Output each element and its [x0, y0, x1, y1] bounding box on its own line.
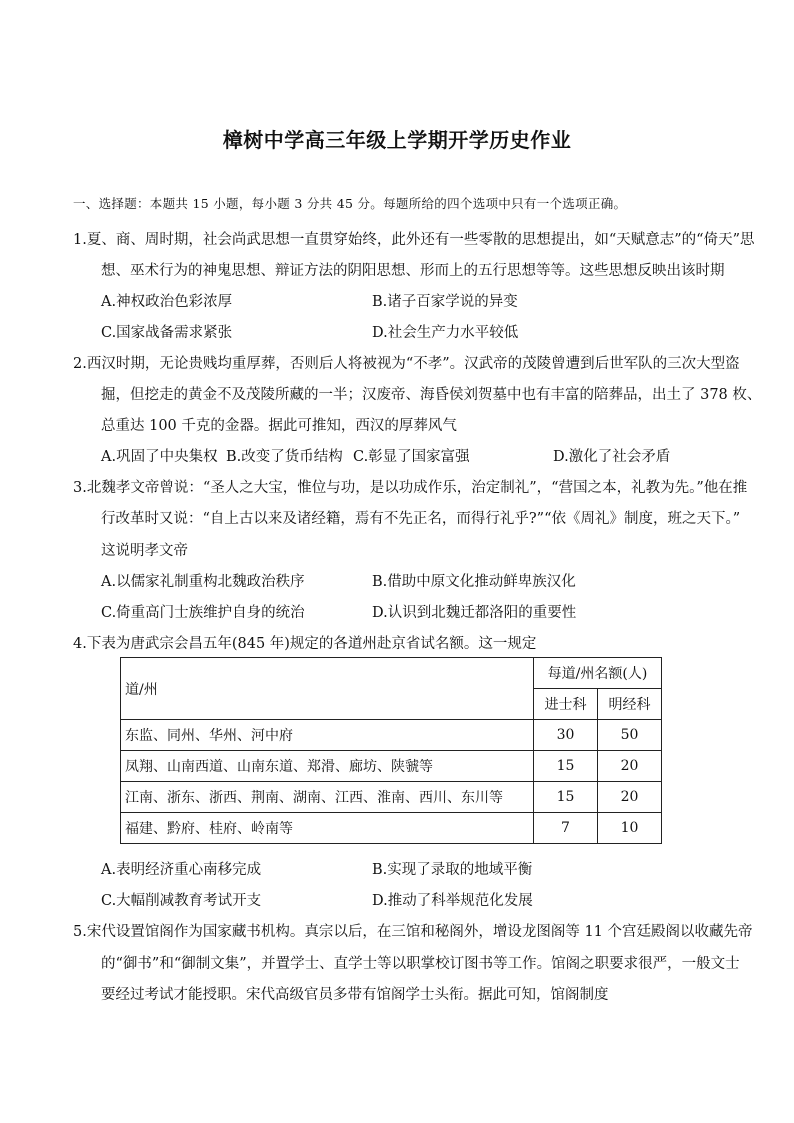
row-region: 东监、同州、华州、河中府: [121, 720, 534, 751]
q3-line-3: 这说明孝文帝: [101, 543, 188, 559]
row-mingjing: 50: [598, 720, 662, 751]
row-mingjing: 20: [598, 782, 662, 813]
q5-line-3: 要经过考试才能授职。宋代高级官员多带有馆阁学士头衔。据此可知，馆阁制度: [101, 987, 609, 1003]
q2-line-1: 2.西汉时期，无论贵贱均重厚葬，否则后人将被视为“不孝”。汉武帝的茂陵曾遭到后世军队的三次大型盗: [73, 356, 740, 372]
q5-line-2: 的“御书”和“御制文集”，并置学士、直学士等以职掌校订图书等工作。馆阁之职要求很严，一般文士: [101, 956, 740, 972]
q4-option-c: C.大幅削减教育考试开支: [101, 893, 262, 909]
q2-option-b: B.改变了货币结构: [226, 449, 343, 465]
document-title: 樟树中学高三年级上学期开学历史作业: [222, 128, 572, 152]
q4-option-d: D.推动了科举规范化发展: [372, 893, 533, 909]
q5-line-1: 5.宋代设置馆阁作为国家藏书机构。真宗以后，在三馆和秘阁外，增设龙图阁等 11 个宫廷殿阁以收藏先帝: [73, 924, 753, 940]
quota-table: [120, 657, 662, 844]
row-region: 江南、浙东、浙西、荆南、湖南、江西、淮南、西川、东川等: [121, 782, 534, 813]
q2-option-a: A.巩固了中央集权: [101, 449, 218, 465]
q1-option-b: B.诸子百家学说的异变: [372, 294, 518, 310]
q3-option-c: C.倚重高门士族维护自身的统治: [101, 605, 305, 621]
q3-option-a: A.以儒家礼制重构北魏政治秩序: [101, 574, 305, 590]
q2-option-c: C.彰显了国家富强: [353, 449, 470, 465]
table-row: [121, 720, 662, 751]
q1-option-c: C.国家战备需求紧张: [101, 325, 233, 341]
row-jinshi: 7: [534, 813, 598, 844]
q1-option-d: D.社会生产力水平较低: [372, 325, 519, 341]
table-row: [121, 751, 662, 782]
table-row: [121, 782, 662, 813]
q2-option-d: D.激化了社会矛盾: [553, 449, 671, 465]
section-heading: 一、选择题：本题共 15 小题，每小题 3 分共 45 分。每题所给的四个选项中只有一个选项正确。: [73, 196, 627, 211]
header-jinshi: 进士科: [534, 689, 598, 720]
row-jinshi: 30: [534, 720, 598, 751]
q1-line-2: 想、巫术行为的神鬼思想、辩证方法的阴阳思想、形而上的五行思想等等。这些思想反映出该时期: [101, 263, 725, 279]
row-region: 凤翔、山南西道、山南东道、郑滑、廊坊、陕虢等: [121, 751, 534, 782]
q4-option-b: B.实现了录取的地域平衡: [372, 862, 533, 878]
header-region: 道/州: [121, 658, 534, 720]
q4-option-a: A.表明经济重心南移完成: [101, 862, 262, 878]
row-jinshi: 15: [534, 782, 598, 813]
q3-line-1: 3.北魏孝文帝曾说：“圣人之大宝，惟位与功，是以功成作乐，治定制礼”，“营国之本，礼教为先。”他在推: [73, 480, 748, 496]
header-mingjing: 明经科: [598, 689, 662, 720]
header-quota: 每道/州名额(人): [534, 658, 662, 689]
q2-line-2: 掘，但挖走的黄金不及茂陵所藏的一半；汉废帝、海昏侯刘贺墓中也有丰富的陪葬品，出土了 378 枚、: [101, 387, 762, 403]
q1-line-1: 1.夏、商、周时期，社会尚武思想一直贯穿始终，此外还有一些零散的思想提出，如“天赋意志”的“倚天”思: [73, 232, 755, 248]
q4-line-1: 4.下表为唐武宗会昌五年(845 年)规定的各道州赴京省试名额。这一规定: [73, 636, 537, 652]
row-mingjing: 10: [598, 813, 662, 844]
q2-line-3: 总重达 100 千克的金器。据此可推知，西汉的厚葬风气: [101, 418, 457, 434]
row-jinshi: 15: [534, 751, 598, 782]
table-row: [121, 813, 662, 844]
q3-line-2: 行改革时又说：“自上古以来及诸经籍，焉有不先正名，而得行礼乎?”“依《周礼》制度，班之天下。”: [101, 511, 741, 527]
q3-option-d: D.认识到北魏迁都洛阳的重要性: [372, 605, 577, 621]
q3-option-b: B.借助中原文化推动鲜卑族汉化: [372, 574, 576, 590]
row-region: 福建、黔府、桂府、岭南等: [121, 813, 534, 844]
row-mingjing: 20: [598, 751, 662, 782]
q1-option-a: A.神权政治色彩浓厚: [101, 294, 233, 310]
